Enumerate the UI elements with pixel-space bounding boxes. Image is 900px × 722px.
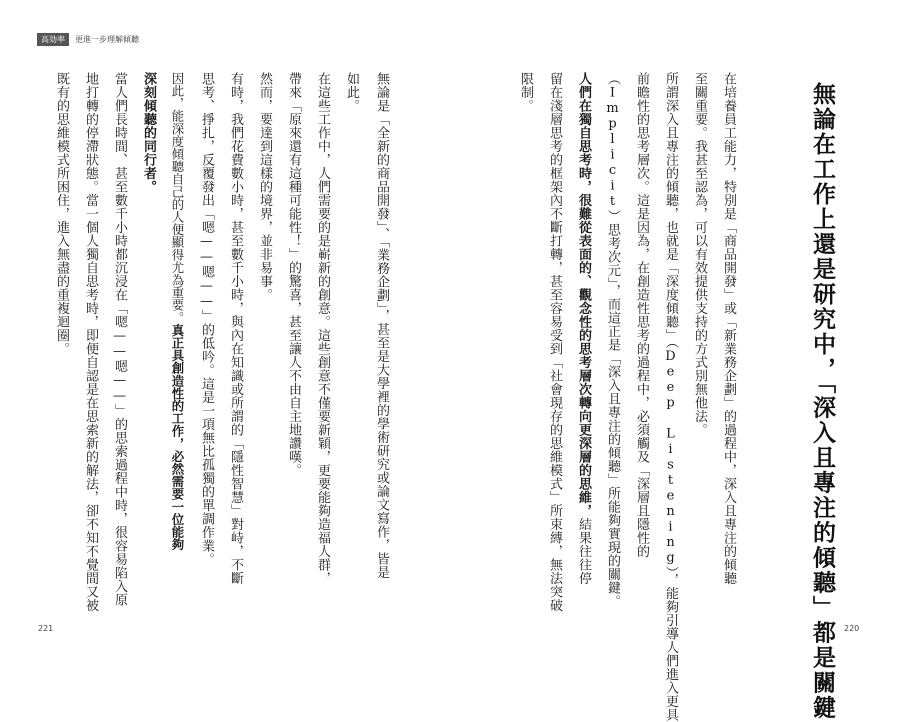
page-number-left: 221 — [38, 624, 54, 633]
emphasis-text: 人們在獨自思考時，很難從表面的、觀念性的思考層次轉向更深層的思維， — [576, 72, 591, 518]
section-heading: 無論在工作上還是研究中，「深入且專注的傾聽」都是關鍵 — [809, 82, 835, 721]
text-column: 地打轉的停滯狀態。當一個人獨自思考時，即便自認是在思索新的解法，卻不知不覺間又被 — [83, 72, 98, 612]
text-column: 在這些工作中，人們需要的是嶄新的創意。這些創意不僅要新穎，更要能夠造福人群， — [315, 72, 330, 585]
text-column: 留在淺層思考的框架內不斷打轉，甚至容易受到「社會現存的思維模式」所束縛，無法突破 — [547, 72, 562, 612]
text-column: 在培養員工能力，特別是「商品開發」或「新業務企劃」的過程中，深入且專注的傾聽 — [721, 72, 736, 585]
emphasis-text: 真正具創造性的工作，必然需要一位能夠 — [170, 324, 185, 551]
text-column: 當人們長時間、甚至數千小時都沉浸在「嗯——嗯——」的思索過程中時，很容易陷入原 — [112, 72, 127, 607]
text-column: 至關重要。我甚至認為，可以有效提供支持的方式別無他法。 — [692, 72, 707, 437]
text-column: 既有的思維模式所困住，進入無盡的重複迴圈。 — [54, 72, 69, 356]
chapter-tag: 高効率 — [37, 33, 69, 46]
text-column: 如此。 — [344, 72, 359, 113]
running-head — [37, 33, 139, 46]
text-column — [572, 72, 594, 585]
text-column: 有時，我們花費數小時，甚至數千小時，與內在知識或所謂的「隱性智慧」對峙，不斷 — [228, 72, 243, 585]
left-page — [0, 0, 450, 661]
text-column: 無論是「全新的商品開發」、「業務企劃」，甚至是大學裡的學術研究或論文寫作，皆是 — [374, 72, 389, 579]
text-segment: 因此，能深度傾聽自己的人便顯得尤為重要。 — [170, 72, 185, 324]
text-column — [166, 72, 188, 551]
text-column: （Implicit）思考次元」，而這正是「深入且專注的傾聽」所能夠實現的關鍵。 — [605, 72, 620, 608]
text-column: 然而，要達到這樣的境界，並非易事。 — [257, 72, 272, 302]
text-column: 帶來「原來還有這種可能性！」的驚喜，甚至讓人不由自主地讚嘆。 — [286, 72, 301, 477]
page-number-right: 220 — [844, 624, 860, 633]
running-head-title: 更進一步理解傾聽 — [75, 35, 139, 44]
text-column: 前瞻性的思考層次。這是因為，在創造性思考的過程中，必須觸及「深層且隱性的 — [634, 72, 649, 558]
text-column: 思考、掙扎，反覆發出「嗯——嗯——」的低吟。這是一項無比孤獨的單調作業。 — [199, 72, 214, 566]
text-column: 限制。 — [518, 72, 533, 113]
text-column: 所謂深入且專注的傾聽，也就是「深度傾聽」（Deep Listening），能夠引導人們進入更具 — [663, 72, 678, 722]
emphasis-column: 深刻傾聽的同行者。 — [141, 72, 156, 194]
text-segment: 結果往往停 — [576, 517, 591, 585]
